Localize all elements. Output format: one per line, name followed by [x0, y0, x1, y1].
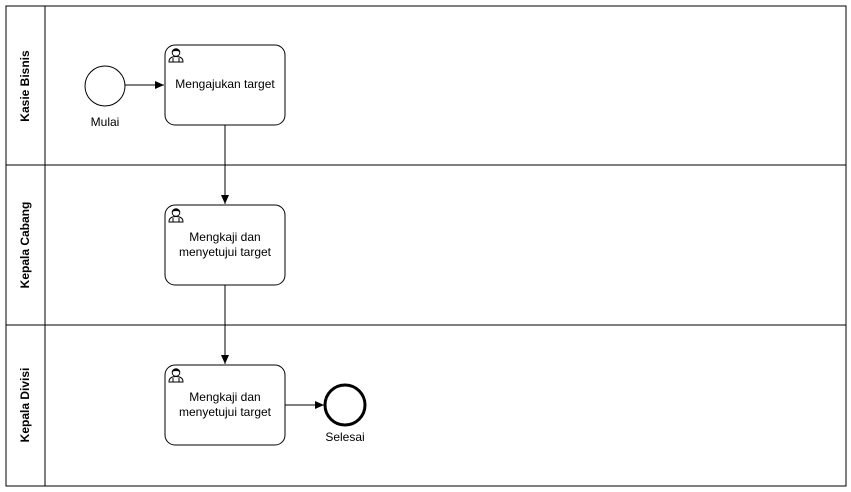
end-event-label: Selesai	[325, 430, 365, 445]
task-2-line-1: Mengkaji dan	[189, 230, 261, 245]
task-kepala-cabang-review[interactable]	[165, 205, 285, 285]
task-1-line-1: Mengajukan target	[175, 77, 275, 92]
end-event[interactable]	[325, 385, 365, 425]
task-3-line-2: menyetujui target	[178, 405, 272, 420]
lane-label-kepala-cabang: Kepala Cabang	[18, 201, 33, 289]
lane-label-kepala-divisi: Kepala Divisi	[18, 367, 33, 443]
task-kepala-divisi-review[interactable]	[165, 365, 285, 445]
task-3-line-1: Mengkaji dan	[189, 390, 261, 405]
start-event-label: Mulai	[90, 115, 120, 130]
task-mengajukan-target[interactable]	[165, 45, 285, 125]
pool-border	[6, 6, 846, 486]
start-event[interactable]	[85, 66, 125, 106]
lane-label-kasie-bisnis: Kasie Bisnis	[18, 50, 33, 122]
task-2-line-2: menyetujui target	[178, 245, 272, 260]
